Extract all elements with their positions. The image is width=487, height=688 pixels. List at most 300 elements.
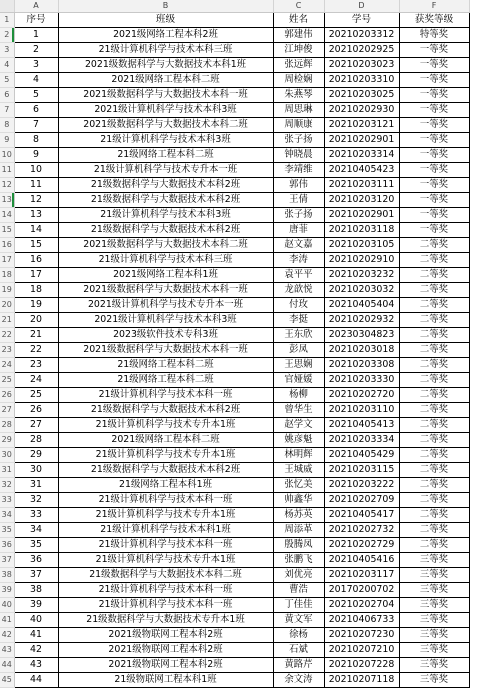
cell-index[interactable]: 34 <box>14 522 58 537</box>
row-number[interactable]: 39 <box>0 582 14 597</box>
cell-student-id[interactable]: 20210203111 <box>324 177 399 192</box>
cell-award[interactable]: 二等奖 <box>399 522 469 537</box>
cell-index[interactable]: 2 <box>14 42 58 57</box>
cell-name[interactable]: 帅鑫华 <box>273 492 324 507</box>
cell-student-id[interactable]: 20210405404 <box>324 297 399 312</box>
cell-student-id[interactable]: 20210203023 <box>324 57 399 72</box>
cell-award[interactable]: 二等奖 <box>399 432 469 447</box>
cell-student-id[interactable]: 20210203308 <box>324 357 399 372</box>
cell-student-id[interactable]: 20210202932 <box>324 312 399 327</box>
cell-name[interactable]: 石斌 <box>273 642 324 657</box>
row-number[interactable]: 4 <box>0 57 14 72</box>
row-number[interactable]: 37 <box>0 552 14 567</box>
cell-name[interactable]: 余文涛 <box>273 672 324 687</box>
cell-student-id[interactable]: 20210203115 <box>324 462 399 477</box>
header-cell-class[interactable]: 班级 <box>58 12 273 27</box>
cell-award[interactable]: 二等奖 <box>399 312 469 327</box>
row-number[interactable]: 16 <box>0 237 14 252</box>
cell-class[interactable]: 2021级数据科学与大数据技术本科1班 <box>58 57 273 72</box>
cell-index[interactable]: 44 <box>14 672 58 687</box>
cell-award[interactable]: 一等奖 <box>399 207 469 222</box>
cell-student-id[interactable]: 20210202910 <box>324 252 399 267</box>
cell-class[interactable]: 2021级网络工程本科二班 <box>58 72 273 87</box>
column-header-a[interactable]: A <box>14 0 58 12</box>
cell-name[interactable]: 赵学文 <box>273 417 324 432</box>
cell-index[interactable]: 35 <box>14 537 58 552</box>
cell-award[interactable]: 二等奖 <box>399 447 469 462</box>
cell-index[interactable]: 1 <box>14 27 58 42</box>
cell-award[interactable]: 二等奖 <box>399 417 469 432</box>
cell-class[interactable]: 21级网络工程本科二班 <box>58 147 273 162</box>
table-row <box>0 627 469 642</box>
row-number[interactable]: 23 <box>0 342 14 357</box>
cell-name[interactable]: 唐菲 <box>273 222 324 237</box>
cell-index[interactable]: 30 <box>14 462 58 477</box>
cell-award[interactable]: 一等奖 <box>399 87 469 102</box>
cell-student-id[interactable]: 20210203330 <box>324 372 399 387</box>
cell-award[interactable]: 二等奖 <box>399 237 469 252</box>
row-number[interactable]: 42 <box>0 627 14 642</box>
row-number[interactable]: 2 <box>0 27 14 42</box>
cell-award[interactable]: 二等奖 <box>399 537 469 552</box>
cell-student-id[interactable]: 20210203334 <box>324 432 399 447</box>
cell-class[interactable]: 21级数据科学与大数据技术本科二班 <box>58 567 273 582</box>
row-number[interactable]: 5 <box>0 72 14 87</box>
table-row <box>0 417 469 432</box>
cell-award[interactable]: 一等奖 <box>399 147 469 162</box>
row-number[interactable]: 28 <box>0 417 14 432</box>
row-number[interactable]: 12 <box>0 177 14 192</box>
row-number[interactable]: 17 <box>0 252 14 267</box>
cell-class[interactable]: 21级计算机科学与技术本科一班 <box>58 492 273 507</box>
cell-class[interactable]: 21级数据科学与大数据技术本科2班 <box>58 192 273 207</box>
cell-student-id[interactable]: 20210202930 <box>324 102 399 117</box>
table-row <box>0 147 469 162</box>
cell-class[interactable]: 21级数据科学与大数据技术本科2班 <box>58 222 273 237</box>
row-number[interactable]: 19 <box>0 282 14 297</box>
cell-award[interactable]: 一等奖 <box>399 177 469 192</box>
cell-award[interactable]: 二等奖 <box>399 387 469 402</box>
cell-name[interactable]: 郭建伟 <box>273 27 324 42</box>
cell-student-id[interactable]: 20210203018 <box>324 342 399 357</box>
cell-class[interactable]: 21级计算机科学与技术专升本1班 <box>58 507 273 522</box>
table-row <box>0 507 469 522</box>
row-number[interactable]: 15 <box>0 222 14 237</box>
row-number[interactable]: 3 <box>0 42 14 57</box>
cell-student-id[interactable]: 20210203025 <box>324 87 399 102</box>
cell-index[interactable]: 6 <box>14 102 58 117</box>
cell-award[interactable]: 一等奖 <box>399 72 469 87</box>
cell-name[interactable]: 李靖维 <box>273 162 324 177</box>
table-row <box>0 597 469 612</box>
row-number[interactable]: 26 <box>0 387 14 402</box>
cell-class[interactable]: 2023级软件技术专科3班 <box>58 327 273 342</box>
row-number[interactable]: 22 <box>0 327 14 342</box>
cell-name[interactable]: 周添革 <box>273 522 324 537</box>
row-number[interactable]: 6 <box>0 87 14 102</box>
row-number[interactable]: 25 <box>0 372 14 387</box>
cell-index[interactable]: 20 <box>14 312 58 327</box>
cell-class[interactable]: 21级数据科学与大数据技术本科2班 <box>58 402 273 417</box>
cell-index[interactable]: 3 <box>14 57 58 72</box>
cell-name[interactable]: 姚彦魁 <box>273 432 324 447</box>
table-row <box>0 237 469 252</box>
cell-index[interactable]: 17 <box>14 267 58 282</box>
cell-class[interactable]: 21级计算机科学与技术专升本一班 <box>58 162 273 177</box>
row-number[interactable]: 35 <box>0 522 14 537</box>
row-number[interactable]: 32 <box>0 477 14 492</box>
cell-class[interactable]: 2021级网络工程本科2班 <box>58 27 273 42</box>
cell-student-id[interactable]: 20210405416 <box>324 552 399 567</box>
cell-class[interactable]: 21级计算机科学与技术本科一班 <box>58 582 273 597</box>
cell-index[interactable]: 22 <box>14 342 58 357</box>
cell-student-id[interactable]: 20210405413 <box>324 417 399 432</box>
cell-index[interactable]: 19 <box>14 297 58 312</box>
cell-name[interactable]: 郭伟 <box>273 177 324 192</box>
row-number[interactable]: 44 <box>0 657 14 672</box>
cell-award[interactable]: 三等奖 <box>399 597 469 612</box>
cell-name[interactable]: 张子扬 <box>273 132 324 147</box>
cell-index[interactable]: 11 <box>14 177 58 192</box>
cell-student-id[interactable]: 20210203110 <box>324 402 399 417</box>
cell-student-id[interactable]: 20210202925 <box>324 42 399 57</box>
table-row <box>0 672 469 687</box>
cell-index[interactable]: 18 <box>14 282 58 297</box>
cell-name[interactable]: 曾华生 <box>273 402 324 417</box>
table-row <box>0 552 469 567</box>
cell-index[interactable]: 4 <box>14 72 58 87</box>
cell-student-id[interactable]: 20210203117 <box>324 567 399 582</box>
cell-name[interactable]: 龙歆悦 <box>273 282 324 297</box>
cell-class[interactable]: 21级计算机科学与技术本科一班 <box>58 537 273 552</box>
cell-award[interactable]: 二等奖 <box>399 492 469 507</box>
row-number[interactable]: 36 <box>0 537 14 552</box>
row-number[interactable]: 27 <box>0 402 14 417</box>
cell-index[interactable]: 5 <box>14 87 58 102</box>
cell-award[interactable]: 三等奖 <box>399 582 469 597</box>
cell-class[interactable]: 21级计算机科学与技术专升本1班 <box>58 447 273 462</box>
table-row <box>0 357 469 372</box>
cell-class[interactable]: 2021级物联网工程本科2班 <box>58 642 273 657</box>
cell-index[interactable]: 31 <box>14 477 58 492</box>
row-number[interactable]: 7 <box>0 102 14 117</box>
cell-name[interactable]: 周思琳 <box>273 102 324 117</box>
cell-class[interactable]: 21级计算机科学与技术专升本1班 <box>58 552 273 567</box>
cell-index[interactable]: 9 <box>14 147 58 162</box>
cell-student-id[interactable]: 20210203222 <box>324 477 399 492</box>
header-cell-index[interactable]: 序号 <box>14 12 58 27</box>
cell-index[interactable]: 40 <box>14 612 58 627</box>
cell-student-id[interactable]: 20210203312 <box>324 27 399 42</box>
cell-award[interactable]: 一等奖 <box>399 132 469 147</box>
column-header-c[interactable]: C <box>273 0 324 12</box>
row-number[interactable]: 41 <box>0 612 14 627</box>
cell-student-id[interactable]: 20210203118 <box>324 222 399 237</box>
cell-name[interactable]: 杨柳 <box>273 387 324 402</box>
cell-class[interactable]: 2021级数据科学与大数据技术本科二班 <box>58 237 273 252</box>
cell-index[interactable]: 32 <box>14 492 58 507</box>
cell-class[interactable]: 2021级计算机科学与技术本科3班 <box>58 102 273 117</box>
cell-name[interactable]: 殷腾凤 <box>273 537 324 552</box>
cell-award[interactable]: 二等奖 <box>399 372 469 387</box>
cell-award[interactable]: 三等奖 <box>399 672 469 687</box>
row-number[interactable]: 31 <box>0 462 14 477</box>
cell-name[interactable]: 袁平平 <box>273 267 324 282</box>
cell-name[interactable]: 杨苏英 <box>273 507 324 522</box>
table-row <box>0 312 469 327</box>
table-row <box>0 102 469 117</box>
cell-name[interactable]: 周检娴 <box>273 72 324 87</box>
cell-index[interactable]: 41 <box>14 627 58 642</box>
cell-award[interactable]: 特等奖 <box>399 27 469 42</box>
cell-student-id[interactable]: 20210203314 <box>324 147 399 162</box>
table-row <box>0 612 469 627</box>
cell-student-id[interactable]: 20210202732 <box>324 522 399 537</box>
cell-student-id[interactable]: 20230304823 <box>324 327 399 342</box>
row-number[interactable]: 18 <box>0 267 14 282</box>
cell-class[interactable]: 21级物联网工程本科1班 <box>58 672 273 687</box>
cell-name[interactable]: 李挺 <box>273 312 324 327</box>
cell-name[interactable]: 王倩 <box>273 192 324 207</box>
cell-index[interactable]: 7 <box>14 117 58 132</box>
cell-name[interactable]: 官娅媛 <box>273 372 324 387</box>
row-number[interactable]: 29 <box>0 432 14 447</box>
table-row <box>0 342 469 357</box>
cell-award[interactable]: 二等奖 <box>399 282 469 297</box>
cell-class[interactable]: 21级计算机科学与技术本科三班 <box>58 42 273 57</box>
cell-student-id[interactable]: 20210202729 <box>324 537 399 552</box>
cell-award[interactable]: 二等奖 <box>399 507 469 522</box>
cell-student-id[interactable]: 20210202901 <box>324 207 399 222</box>
cell-award[interactable]: 一等奖 <box>399 117 469 132</box>
cell-name[interactable]: 黄文军 <box>273 612 324 627</box>
row-number[interactable]: 43 <box>0 642 14 657</box>
cell-index[interactable]: 21 <box>14 327 58 342</box>
cell-student-id[interactable]: 20210203310 <box>324 72 399 87</box>
cell-name[interactable]: 彭凤 <box>273 342 324 357</box>
cell-student-id[interactable]: 20210405417 <box>324 507 399 522</box>
cell-class[interactable]: 2021级数据科学与大数据技术本科一班 <box>58 282 273 297</box>
cell-award[interactable]: 二等奖 <box>399 477 469 492</box>
cell-class[interactable]: 21级网络工程本科二班 <box>58 372 273 387</box>
cell-class[interactable]: 21级计算机科学与技术本科一班 <box>58 387 273 402</box>
row-number[interactable]: 30 <box>0 447 14 462</box>
cell-class[interactable]: 21级计算机科学与技术本科一班 <box>58 597 273 612</box>
table-row <box>0 177 469 192</box>
cell-student-id[interactable]: 20210203105 <box>324 237 399 252</box>
cell-name[interactable]: 王城威 <box>273 462 324 477</box>
cell-student-id[interactable]: 20170200702 <box>324 582 399 597</box>
cell-award[interactable]: 三等奖 <box>399 657 469 672</box>
column-header-f[interactable]: F <box>399 0 469 12</box>
cell-award[interactable]: 一等奖 <box>399 162 469 177</box>
cell-name[interactable]: 朱燕琴 <box>273 87 324 102</box>
table-row <box>0 72 469 87</box>
cell-name[interactable]: 李涛 <box>273 252 324 267</box>
cell-class[interactable]: 2021级计算机科学与技术本科3班 <box>58 312 273 327</box>
column-header-d[interactable]: D <box>324 0 399 12</box>
cell-student-id[interactable]: 20210405423 <box>324 162 399 177</box>
cell-class[interactable]: 21级网络工程本科二班 <box>58 357 273 372</box>
cell-index[interactable]: 15 <box>14 237 58 252</box>
cell-class[interactable]: 2021级网络工程本科二班 <box>58 432 273 447</box>
header-cell-student-id[interactable]: 学号 <box>324 12 399 27</box>
table-row <box>0 222 469 237</box>
table-row <box>0 477 469 492</box>
cell-class[interactable]: 21级计算机科学与技术本科3班 <box>58 132 273 147</box>
cell-class[interactable]: 21级计算机科学与技术专升本1班 <box>58 417 273 432</box>
cell-index[interactable]: 27 <box>14 417 58 432</box>
row-number[interactable]: 38 <box>0 567 14 582</box>
cell-award[interactable]: 二等奖 <box>399 402 469 417</box>
cell-student-id[interactable]: 20210207210 <box>324 642 399 657</box>
row-number[interactable]: 1 <box>0 12 14 27</box>
cell-name[interactable]: 张鹏飞 <box>273 552 324 567</box>
cell-class[interactable]: 21级数据科学与大数据技术本科2班 <box>58 462 273 477</box>
cell-class[interactable]: 21级计算机科学与技术本科1班 <box>58 522 273 537</box>
cell-name[interactable]: 钟晓晨 <box>273 147 324 162</box>
cell-student-id[interactable]: 20210203120 <box>324 192 399 207</box>
row-number[interactable]: 10 <box>0 147 14 162</box>
row-number[interactable]: 14 <box>0 207 14 222</box>
cell-index[interactable]: 8 <box>14 132 58 147</box>
cell-award[interactable]: 三等奖 <box>399 642 469 657</box>
cell-award[interactable]: 一等奖 <box>399 222 469 237</box>
cell-award[interactable]: 三等奖 <box>399 627 469 642</box>
cell-class[interactable]: 2021级物联网工程本科2班 <box>58 627 273 642</box>
cell-class[interactable]: 2021级数据科学与大数据技术本科二班 <box>58 117 273 132</box>
cell-student-id[interactable]: 20210202709 <box>324 492 399 507</box>
table-row <box>0 522 469 537</box>
cell-name[interactable]: 江坤俊 <box>273 42 324 57</box>
cell-index[interactable]: 16 <box>14 252 58 267</box>
column-header-b[interactable]: B <box>58 0 273 12</box>
cell-award[interactable]: 三等奖 <box>399 612 469 627</box>
cell-class[interactable]: 21级数据科学与大数据技术专升本1班 <box>58 612 273 627</box>
cell-student-id[interactable]: 20210203032 <box>324 282 399 297</box>
cell-index[interactable]: 14 <box>14 222 58 237</box>
cell-index[interactable]: 37 <box>14 567 58 582</box>
header-cell-name[interactable]: 姓名 <box>273 12 324 27</box>
row-number[interactable]: 45 <box>0 672 14 687</box>
cell-student-id[interactable]: 20210202704 <box>324 597 399 612</box>
cell-class[interactable]: 21级数据科学与大数据技术本科2班 <box>58 177 273 192</box>
cell-index[interactable]: 13 <box>14 207 58 222</box>
cell-name[interactable]: 张忆美 <box>273 477 324 492</box>
cell-class[interactable]: 2021级计算机科学与技术专升本一班 <box>58 297 273 312</box>
cell-student-id[interactable]: 20210203121 <box>324 117 399 132</box>
cell-class[interactable]: 2021级数据科学与大数据技术本科一班 <box>58 87 273 102</box>
cell-class[interactable]: 2021级网络工程本科1班 <box>58 267 273 282</box>
cell-student-id[interactable]: 20210406733 <box>324 612 399 627</box>
cell-award[interactable]: 二等奖 <box>399 327 469 342</box>
row-number[interactable]: 20 <box>0 297 14 312</box>
cell-award[interactable]: 三等奖 <box>399 552 469 567</box>
table-row <box>0 42 469 57</box>
cell-award[interactable]: 二等奖 <box>399 342 469 357</box>
grid-body <box>0 12 469 687</box>
cell-name[interactable]: 张子扬 <box>273 207 324 222</box>
cell-name[interactable]: 王东欣 <box>273 327 324 342</box>
cell-index[interactable]: 43 <box>14 657 58 672</box>
cell-student-id[interactable]: 20210203232 <box>324 267 399 282</box>
cell-index[interactable]: 12 <box>14 192 58 207</box>
cell-index[interactable]: 10 <box>14 162 58 177</box>
cell-student-id[interactable]: 20210207230 <box>324 627 399 642</box>
cell-name[interactable]: 林明辉 <box>273 447 324 462</box>
header-cell-award[interactable]: 获奖等级 <box>399 12 469 27</box>
cell-index[interactable]: 23 <box>14 357 58 372</box>
cell-name[interactable]: 刘优亮 <box>273 567 324 582</box>
cell-student-id[interactable]: 20210405429 <box>324 447 399 462</box>
table-row <box>0 432 469 447</box>
cell-index[interactable]: 25 <box>14 387 58 402</box>
cell-student-id[interactable]: 20210202720 <box>324 387 399 402</box>
table-row <box>0 27 469 42</box>
table-row <box>0 87 469 102</box>
cell-award[interactable]: 一等奖 <box>399 192 469 207</box>
cell-name[interactable]: 丁佳佳 <box>273 597 324 612</box>
cell-name[interactable]: 王思娴 <box>273 357 324 372</box>
cell-name[interactable]: 徐杨 <box>273 627 324 642</box>
cell-student-id[interactable]: 20210207118 <box>324 672 399 687</box>
row-number[interactable]: 40 <box>0 597 14 612</box>
select-all-corner[interactable] <box>0 0 14 12</box>
row-number[interactable]: 8 <box>0 117 14 132</box>
cell-award[interactable]: 二等奖 <box>399 252 469 267</box>
cell-award[interactable]: 一等奖 <box>399 102 469 117</box>
cell-name[interactable]: 周顺康 <box>273 117 324 132</box>
cell-name[interactable]: 付玫 <box>273 297 324 312</box>
cell-award[interactable]: 一等奖 <box>399 57 469 72</box>
cell-name[interactable]: 黄路芹 <box>273 657 324 672</box>
cell-award[interactable]: 二等奖 <box>399 357 469 372</box>
cell-name[interactable]: 曹浩 <box>273 582 324 597</box>
cell-index[interactable]: 33 <box>14 507 58 522</box>
cell-award[interactable]: 二等奖 <box>399 462 469 477</box>
row-number[interactable]: 21 <box>0 312 14 327</box>
cell-name[interactable]: 赵文嘉 <box>273 237 324 252</box>
cell-index[interactable]: 38 <box>14 582 58 597</box>
row-number[interactable]: 34 <box>0 507 14 522</box>
row-number[interactable]: 11 <box>0 162 14 177</box>
row-number[interactable]: 33 <box>0 492 14 507</box>
cell-class[interactable]: 21级计算机科学与技术本科3班 <box>58 207 273 222</box>
row-number[interactable]: 9 <box>0 132 14 147</box>
cell-index[interactable]: 28 <box>14 432 58 447</box>
cell-name[interactable]: 张远辉 <box>273 57 324 72</box>
table-row <box>0 462 469 477</box>
cell-award[interactable]: 二等奖 <box>399 297 469 312</box>
cell-index[interactable]: 29 <box>14 447 58 462</box>
cell-student-id[interactable]: 20210202901 <box>324 132 399 147</box>
cell-index[interactable]: 24 <box>14 372 58 387</box>
cell-class[interactable]: 21级网络工程本科1班 <box>58 477 273 492</box>
cell-index[interactable]: 42 <box>14 642 58 657</box>
cell-index[interactable]: 36 <box>14 552 58 567</box>
cell-award[interactable]: 三等奖 <box>399 567 469 582</box>
cell-class[interactable]: 21级计算机科学与技术本科三班 <box>58 252 273 267</box>
row-number[interactable]: 13 <box>0 192 14 207</box>
cell-index[interactable]: 39 <box>14 597 58 612</box>
row-number[interactable]: 24 <box>0 357 14 372</box>
cell-award[interactable]: 一等奖 <box>399 42 469 57</box>
cell-class[interactable]: 2021级物联网工程本科2班 <box>58 657 273 672</box>
cell-index[interactable]: 26 <box>14 402 58 417</box>
cell-award[interactable]: 二等奖 <box>399 267 469 282</box>
cell-class[interactable]: 2021级数据科学与大数据技术本科一班 <box>58 342 273 357</box>
cell-student-id[interactable]: 20210207228 <box>324 657 399 672</box>
